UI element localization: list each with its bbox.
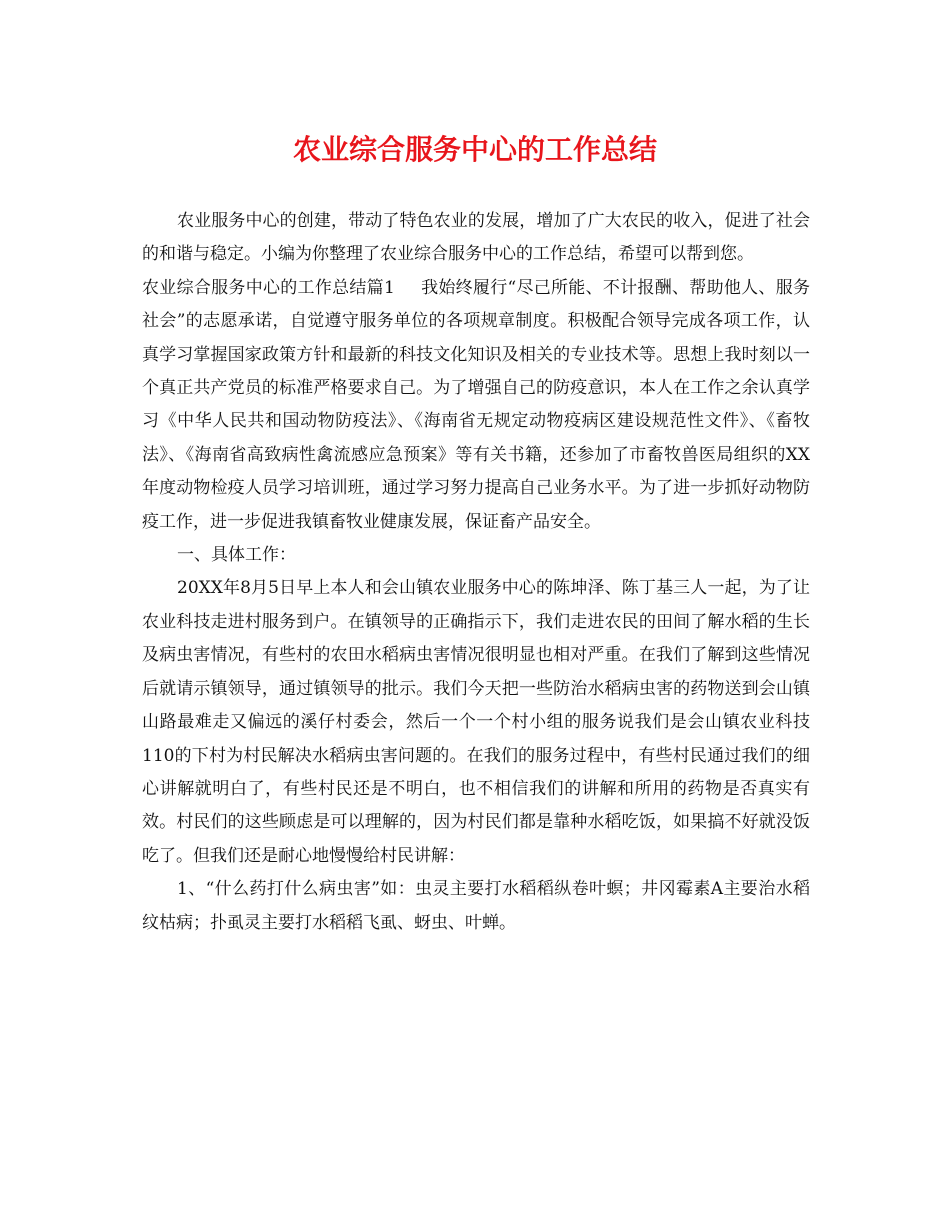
section-body: 我始终履行“尽己所能、不计报酬、帮助他人、服务社会”的志愿承诺，自觉遵守服务单位的各项规章制度。积极配合领导完成各项工作，认真学习掌握国家政策方针和最新的科技文化知识及相关的专业技术等。思想上我时刻以一个真正共产党员的标准严格要求自己。为了增强自己的防疫意识，本人在工作之余认真学习《中华人民共和国动物防疫法》、《海南省无规定动物疫病区建设规范性文件》、《畜牧法》、《海南省高致病性禽流感应急预案》等有关书籍，还参加了市畜牧兽医局组织的XX年度动物检疫人员学习培训班，通过学习努力提高自己业务水平。为了进一步抓好动物防疫工作，进一步促进我镇畜牧业健康发展，保证畜产品安全。 [142,277,810,532]
list-item-1: 1、“什么药打什么病虫害”如：虫灵主要打水稻稻纵卷叶螟；井冈霉素A主要治水稻纹枯病；扑虱灵主要打水稻稻飞虱、蚜虫、叶蝉。 [142,879,810,933]
section-heading: 农业综合服务中心的工作总结篇1 [142,277,395,298]
section-paragraph [142,272,810,539]
work-paragraph: 20XX年8月5日早上本人和会山镇农业服务中心的陈坤泽、陈丁基三人一起，为了让农业科技走进村服务到户。在镇领导的正确指示下，我们走进农民的田间了解水稻的生长及病虫害情况，有些村的农田水稻病虫害情况很明显也相对严重。在我们了解到这些情况后就请示镇领导，通过镇领导的批示。我们今天把一些防治水稻病虫害的药物送到会山镇山路最难走又偏远的溪仔村委会，然后一个一个村小组的服务说我们是会山镇农业科技110的下村为村民解决水稻病虫害问题的。在我们的服务过程中，有些村民通过我们的细心讲解就明白了，有些村民还是不明白，也不相信我们的讲解和所用的药物是否真实有效。村民们的这些顾虑是可以理解的，因为村民们都是靠种水稻吃饭，如果搞不好就没饭吃了。但我们还是耐心地慢慢给村民讲解： [142,578,810,866]
intro-paragraph: 农业服务中心的创建，带动了特色农业的发展，增加了广大农民的收入，促进了社会的和谐与稳定。小编为你整理了农业综合服务中心的工作总结，希望可以帮到您。 [142,211,810,265]
subheading-specific-work: 一、具体工作： [177,545,296,566]
document-body [142,205,810,940]
document-title: 农业综合服务中心的工作总结 [292,133,657,166]
